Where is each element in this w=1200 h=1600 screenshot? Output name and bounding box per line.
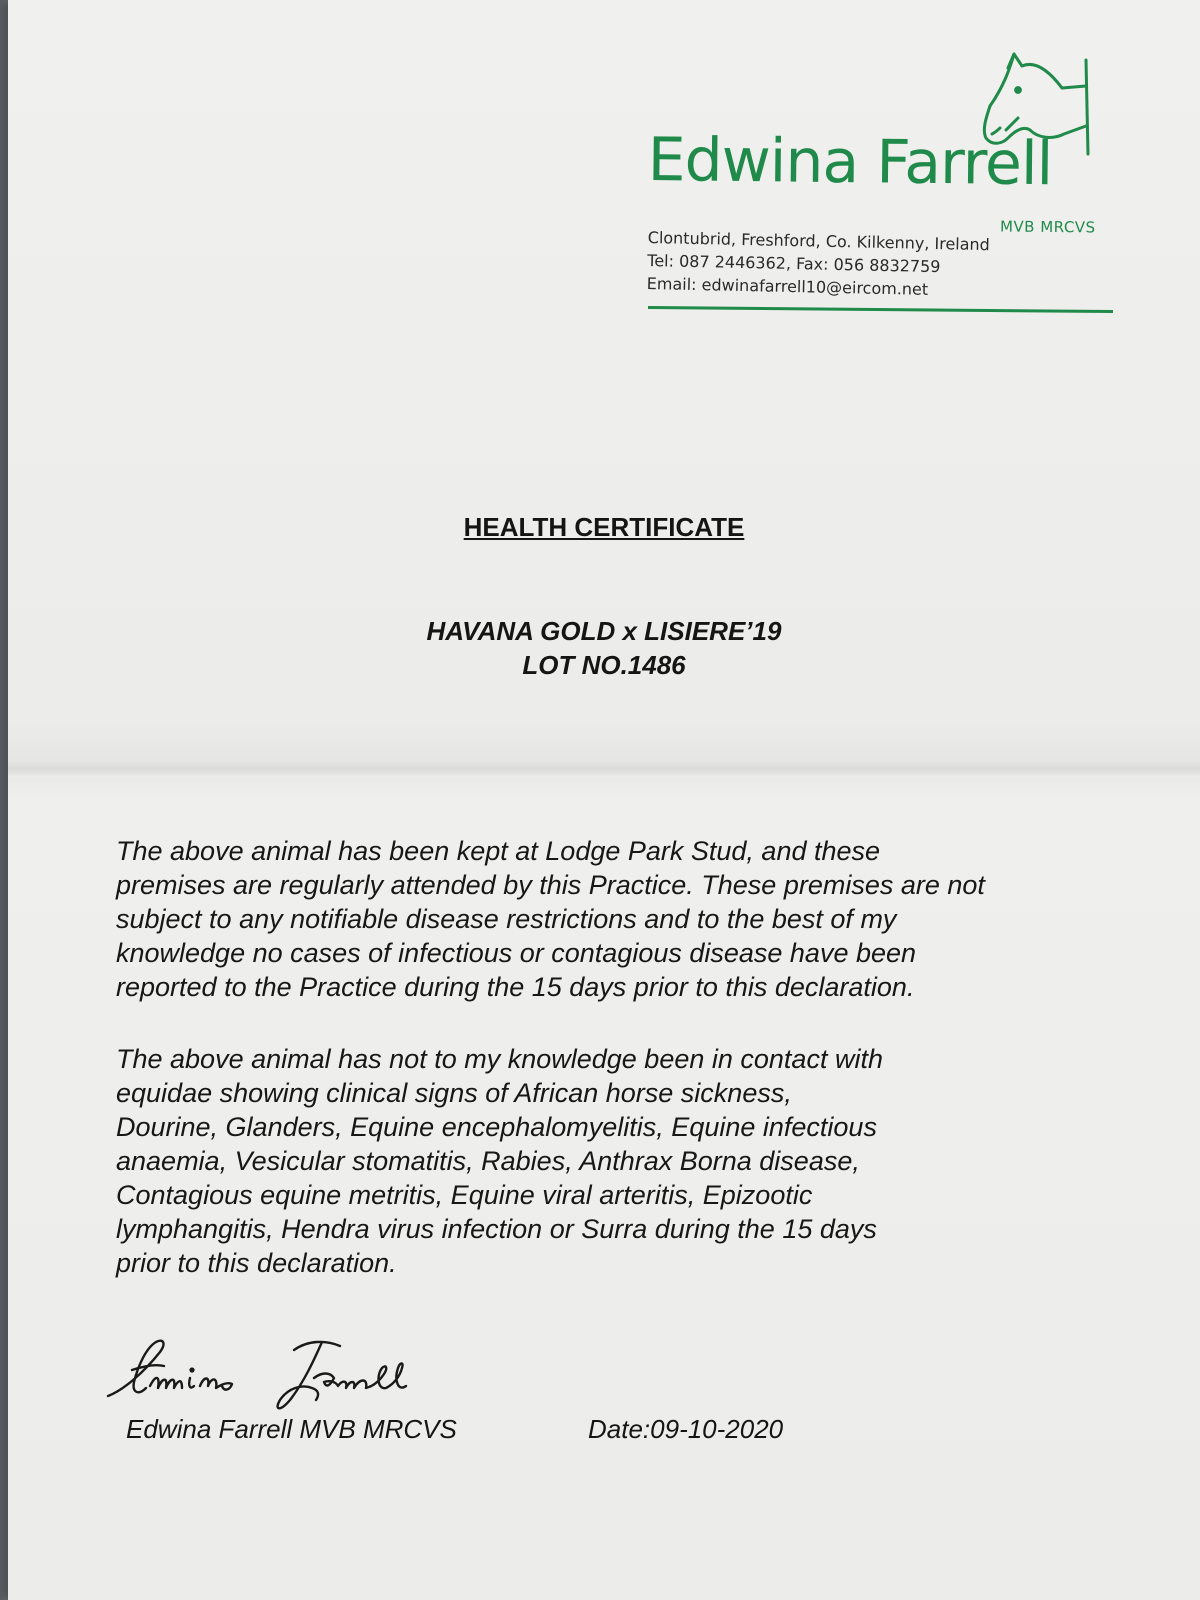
paragraph-line: The above animal has been kept at Lodge Park Stud, and these (116, 836, 881, 866)
paragraph-line: subject to any notifiable disease restrictions and to the best of my (116, 904, 897, 934)
practice-phone-fax: Tel: 087 2446362, Fax: 056 8832759 (647, 250, 941, 277)
lot-number: LOT NO.1486 (522, 650, 686, 680)
certificate-date: Date:09-10-2020 (588, 1414, 784, 1444)
paragraph-line: The above animal has not to my knowledge been in contact with (116, 1044, 883, 1074)
paragraph-line: prior to this declaration. (116, 1248, 397, 1278)
certificate-paper (8, 0, 1200, 1600)
practice-name: Edwina Farrell (647, 125, 1053, 200)
certificate-title: HEALTH CERTIFICATE (463, 512, 745, 542)
disease-contact-declaration (116, 1042, 1116, 1280)
paragraph-line: equidae showing clinical signs of African horse sickness, (116, 1078, 792, 1108)
premises-declaration (116, 834, 1116, 1004)
signatory-name: Edwina Farrell MVB MRCVS (126, 1414, 457, 1444)
handwritten-signature (104, 1330, 484, 1420)
paragraph-line: reported to the Practice during the 15 days prior to this declaration. (116, 972, 915, 1002)
paragraph-line: lymphangitis, Hendra virus infection or Surra during the 15 days (116, 1214, 877, 1244)
practice-contact (647, 226, 991, 302)
letterhead-divider (648, 306, 1113, 313)
animal-breeding-line: HAVANA GOLD x LISIERE’19 (426, 616, 782, 646)
letterhead (648, 40, 1118, 330)
paper-fold (8, 760, 1200, 778)
practice-qualifications: MVB MRCVS (999, 217, 1096, 237)
practice-email: Email: edwinafarrell10@eircom.net (646, 273, 929, 299)
paragraph-line: premises are regularly attended by this Practice. These premises are not (116, 870, 985, 900)
animal-identification (8, 614, 1200, 682)
practice-address: Clontubrid, Freshford, Co. Kilkenny, Ireland (647, 227, 991, 255)
paragraph-line: Contagious equine metritis, Equine viral arteritis, Epizootic (116, 1180, 813, 1210)
paragraph-line: Dourine, Glanders, Equine encephalomyelitis, Equine infectious (116, 1112, 877, 1142)
paragraph-line: anaemia, Vesicular stomatitis, Rabies, Anthrax Borna disease, (116, 1146, 860, 1176)
paragraph-line: knowledge no cases of infectious or contagious disease have been (116, 938, 917, 968)
